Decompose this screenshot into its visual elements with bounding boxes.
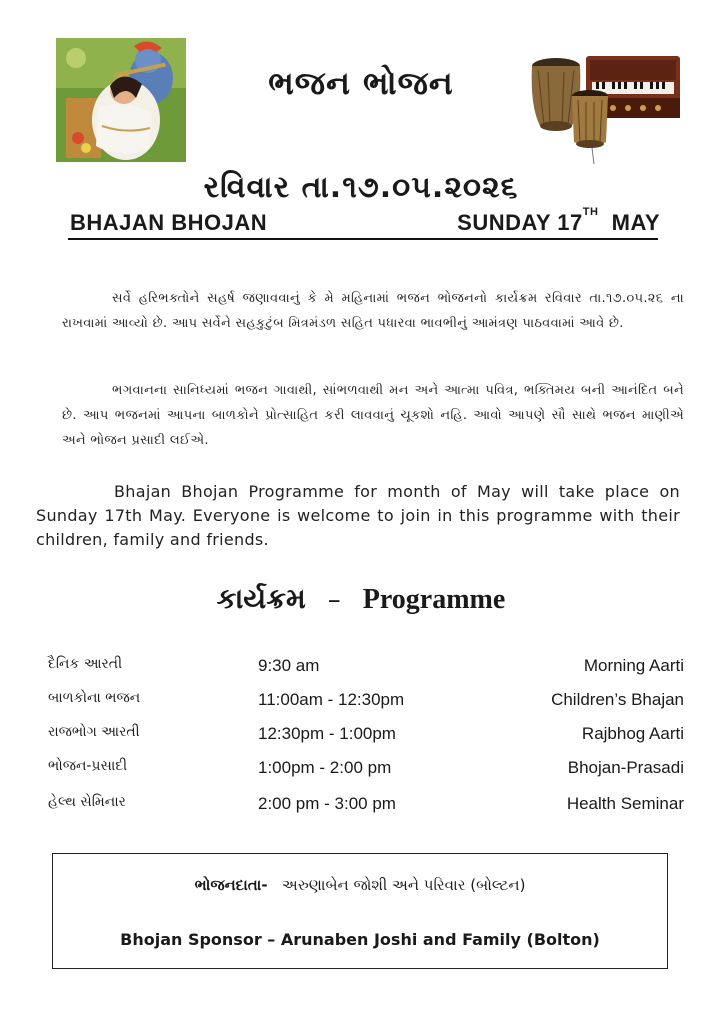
schedule-row bbox=[0, 656, 722, 684]
page-title-english bbox=[70, 210, 267, 236]
event-date-english bbox=[457, 206, 660, 236]
schedule-item-gujarati: દૈનિક આરતી bbox=[48, 656, 123, 672]
date-en-suffix: MAY bbox=[611, 210, 660, 235]
programme-heading-gujarati: કાર્યક્રમ bbox=[216, 582, 306, 615]
schedule-item-gujarati: હેલ્થ સેમિનાર bbox=[48, 794, 126, 810]
programme-heading bbox=[0, 582, 722, 616]
schedule-item-gujarati: રાજભોગ આરતી bbox=[48, 724, 140, 740]
schedule-item-english: Morning Aarti bbox=[583, 656, 684, 675]
schedule-time: 11:00am - 12:30pm bbox=[258, 690, 405, 709]
programme-heading-english: Programme bbox=[362, 584, 506, 615]
page-title-gujarati: ભજન ભોજન bbox=[268, 64, 454, 102]
schedule-item-gujarati: ભોજન-પ્રસાદી bbox=[48, 758, 128, 774]
schedule-time: 12:30pm - 1:00pm bbox=[258, 724, 396, 743]
date-en-sup: TH bbox=[582, 206, 599, 218]
sponsor-english: Bhojan Sponsor – Arunaben Joshi and Family (Bolton) bbox=[120, 930, 600, 949]
schedule-time: 9:30 am bbox=[258, 656, 320, 675]
gujarati-paragraph-2: ભગવાનના સાનિધ્યમાં ભજન ગાવાથી, સાંભળવાથી મન અને આત્મા પવિત્ર, ભક્તિમય બની આનંદિત બને છે. આપ ભજનમાં આપના બાળકોને પ્રોત્સાહિત કરી લાવવાનું ચૂકશો નહિ. આવો આપણે સૌ સાથે ભજન માણીએ અને ભોજન પ્રસાદી લઈએ. bbox=[62, 383, 684, 448]
schedule-time: 1:00pm - 2:00 pm bbox=[258, 758, 392, 777]
schedule-row bbox=[0, 724, 722, 752]
schedule-item-english: Health Seminar bbox=[566, 794, 684, 813]
schedule-row bbox=[0, 794, 722, 822]
sponsor-name-gujarati: અરુણાબેન જોશી અને પરિવાર (બોલ્ટન) bbox=[281, 876, 526, 894]
schedule-item-english: Bhojan-Prasadi bbox=[567, 758, 684, 777]
event-date-gujarati: રવિવાર તા.૧૭.૦૫.૨૦૨૬ bbox=[203, 170, 519, 205]
schedule-row bbox=[0, 758, 722, 786]
sponsor-label-gujarati: ભોજનદાતા- bbox=[194, 876, 268, 894]
english-paragraph: Bhajan Bhojan Programme for month of May will take place on Sunday 17th May. Everyone is welcome to join in this programme with their children, family and friends. bbox=[36, 482, 680, 549]
schedule-item-english: Children’s Bhajan bbox=[551, 690, 684, 709]
schedule-item-gujarati: બાળકોના ભજન bbox=[48, 690, 141, 706]
schedule-time: 2:00 pm - 3:00 pm bbox=[258, 794, 396, 813]
schedule-item-english: Rajbhog Aarti bbox=[581, 724, 684, 743]
programme-heading-dash: – bbox=[327, 585, 341, 615]
sponsor-box bbox=[52, 853, 668, 969]
title-underline bbox=[68, 238, 658, 240]
title-en-text: BHAJAN BHOJAN bbox=[70, 210, 268, 235]
gujarati-paragraph-1: સર્વે હરિભક્તોને સહર્ષ જણાવવાનું કે મે મહિનામાં ભજન ભોજનનો કાર્યક્રમ રવિવાર તા.૧૭.૦૫.૨૬ ના રાખવામાં આવ્યો છે. આપ સર્વેને સહકુટુંબ મિત્રમંડળ સહિત પધારવા ભાવભીનું આમંત્રણ પાઠવવામાં આવે છે. bbox=[62, 291, 684, 331]
schedule-row bbox=[0, 690, 722, 718]
date-en-prefix: SUNDAY 17 bbox=[457, 210, 583, 235]
sponsor-gujarati bbox=[53, 876, 667, 894]
